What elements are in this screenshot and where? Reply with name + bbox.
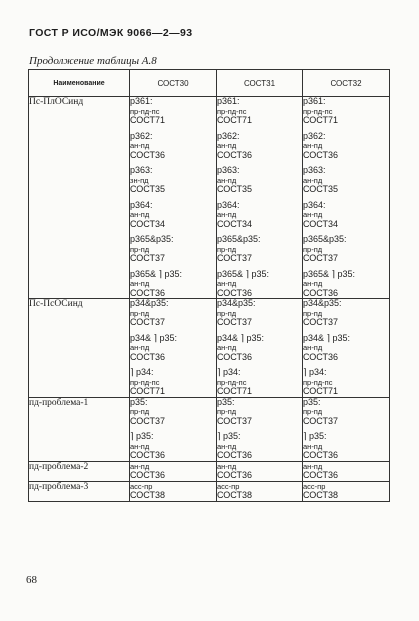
state-label: СОСТ37	[303, 253, 339, 263]
condition-label: р361:	[217, 96, 240, 106]
action-label: асс-пр	[130, 481, 153, 491]
action-label: пр-пд-пс	[303, 377, 333, 387]
table-cell	[217, 461, 303, 481]
table-row	[29, 97, 390, 299]
action-label: ан-пд	[217, 175, 237, 185]
row-name: пд-проблема-2	[29, 461, 130, 481]
action-label: ан-пд	[130, 461, 150, 471]
column-header-sost32: СОСТ32	[303, 70, 390, 97]
table-cell	[130, 481, 217, 501]
state-label: СОСТ38	[217, 490, 253, 500]
state-label: СОСТ36	[217, 470, 253, 480]
state-label: СОСТ36	[303, 287, 339, 298]
state-label: СОСТ37	[217, 415, 253, 426]
table-continuation-caption: Продолжение таблицы А.8	[29, 55, 157, 67]
condition-label: р365&р35:	[130, 234, 174, 244]
state-label: СОСТ71	[130, 115, 166, 125]
transition-entry	[303, 166, 389, 195]
action-label: ан-пд	[130, 141, 150, 150]
action-label: пр-пд	[303, 407, 323, 416]
table-cell	[303, 397, 390, 461]
state-label: СОСТ36	[303, 149, 339, 160]
condition-label: р34&р35:	[130, 298, 169, 308]
transition-entry	[217, 270, 302, 299]
state-label: СОСТ36	[130, 287, 166, 298]
transition-entry	[217, 235, 302, 264]
state-label: СОСТ37	[130, 253, 166, 263]
table-cell	[303, 481, 390, 501]
state-label: СОСТ36	[217, 149, 253, 160]
state-label: СОСТ37	[130, 415, 166, 426]
action-label: ан-пд	[217, 441, 237, 451]
transition-entry	[217, 132, 302, 161]
state-label: СОСТ36	[303, 470, 339, 480]
state-label: СОСТ35	[303, 184, 339, 194]
action-label: асс-пр	[217, 481, 240, 491]
state-label: СОСТ35	[217, 184, 253, 194]
transition-entry	[130, 334, 216, 363]
action-label: пр-пд-пс	[217, 377, 247, 387]
state-label: СОСТ71	[303, 386, 339, 396]
state-label: СОСТ37	[217, 317, 253, 327]
action-label: ан-пд	[130, 210, 150, 219]
action-label: ан-пд	[217, 141, 237, 150]
transition-entry	[303, 368, 389, 397]
action-label: пр-пд-пс	[130, 106, 160, 116]
table-cell	[130, 397, 217, 461]
condition-label: р35:	[303, 396, 321, 407]
action-label: пр-пд-пс	[303, 106, 333, 116]
action-label: ан-пд	[303, 279, 323, 288]
action-label: ан-пд	[130, 343, 150, 352]
transition-table	[28, 69, 390, 502]
transition-entry	[303, 201, 389, 230]
condition-label: р362:	[130, 130, 153, 141]
condition-label: р364:	[130, 199, 153, 210]
transition-entry	[130, 432, 216, 461]
transition-entry	[130, 97, 216, 126]
document-header: ГОСТ Р ИСО/МЭК 9066—2—93	[29, 27, 193, 39]
state-label: СОСТ36	[130, 351, 166, 362]
state-label: СОСТ34	[130, 218, 166, 229]
transition-entry	[130, 462, 216, 481]
state-label: СОСТ36	[130, 470, 166, 480]
transition-entry	[130, 166, 216, 195]
action-label: асс-пр	[303, 481, 326, 491]
transition-entry	[303, 398, 389, 427]
condition-label: р362:	[217, 130, 240, 141]
row-name: пд-проблема-3	[29, 481, 130, 501]
action-label: зн-пд	[130, 175, 149, 185]
transition-entry	[303, 270, 389, 299]
transition-entry	[217, 166, 302, 195]
action-label: ан-пд	[303, 441, 323, 451]
transition-entry	[217, 398, 302, 427]
transition-entry	[130, 482, 216, 501]
action-label: пр-пд	[303, 244, 323, 254]
condition-label: р364:	[303, 199, 326, 210]
column-header-sost30: СОСТ30	[130, 70, 217, 97]
action-label: пр-пд-пс	[217, 106, 247, 116]
transition-entry	[130, 132, 216, 161]
condition-label: р363:	[303, 165, 326, 175]
condition-label: р364:	[217, 199, 240, 210]
transition-entry	[303, 432, 389, 461]
transition-entry	[217, 299, 302, 328]
transition-entry	[130, 235, 216, 264]
table-cell	[130, 299, 217, 398]
condition-label: ⌉ р35:	[130, 431, 154, 441]
state-label: СОСТ36	[217, 287, 253, 298]
transition-entry	[217, 482, 302, 501]
state-label: СОСТ36	[217, 450, 253, 460]
condition-label: р361:	[130, 96, 153, 106]
row-name: Пс-ПсОСинд	[29, 299, 130, 398]
condition-label: р34& ⌉ р35:	[130, 332, 178, 343]
table-row	[29, 481, 390, 501]
transition-entry	[130, 201, 216, 230]
condition-label: р34&р35:	[303, 298, 342, 308]
state-label: СОСТ71	[303, 115, 339, 125]
state-label: СОСТ36	[303, 351, 339, 362]
action-label: пр-пд	[217, 244, 237, 254]
table-row	[29, 299, 390, 398]
table-cell	[217, 481, 303, 501]
action-label: ан-пд	[217, 279, 237, 288]
action-label: ан-пд	[303, 175, 323, 185]
state-label: СОСТ37	[303, 415, 339, 426]
transition-entry	[303, 482, 389, 501]
table-row	[29, 461, 390, 481]
table-cell	[130, 461, 217, 481]
condition-label: ⌉ р34:	[130, 367, 154, 377]
column-header-name: Наименование	[29, 70, 130, 97]
state-label: СОСТ36	[303, 450, 339, 460]
condition-label: р365&р35:	[303, 234, 347, 244]
column-header-sost31: СОСТ31	[217, 70, 303, 97]
action-label: ан-пд	[217, 210, 237, 219]
action-label: пр-пд	[130, 407, 150, 416]
table-cell	[217, 397, 303, 461]
action-label: пр-пд	[303, 308, 323, 318]
condition-label: р363:	[217, 165, 240, 175]
state-label: СОСТ37	[217, 253, 253, 263]
condition-label: р35:	[130, 396, 148, 407]
transition-entry	[303, 299, 389, 328]
state-label: СОСТ38	[303, 490, 339, 500]
state-label: СОСТ34	[303, 218, 339, 229]
transition-entry	[217, 201, 302, 230]
condition-label: р361:	[303, 96, 326, 106]
state-label: СОСТ36	[130, 450, 166, 460]
transition-entry	[217, 334, 302, 363]
action-label: ан-пд	[303, 343, 323, 352]
action-label: ан-пд	[303, 461, 323, 471]
transition-entry	[303, 97, 389, 126]
table-cell	[303, 461, 390, 481]
action-label: пр-пд-пс	[130, 377, 160, 387]
state-label: СОСТ71	[217, 386, 253, 396]
action-label: ан-пд	[130, 279, 150, 288]
state-label: СОСТ71	[130, 386, 166, 396]
condition-label: р365& ⌉ р35:	[303, 268, 356, 279]
transition-entry	[303, 132, 389, 161]
condition-label: р365& ⌉ р35:	[217, 268, 270, 279]
transition-entry	[130, 398, 216, 427]
condition-label: р34& ⌉ р35:	[303, 332, 351, 343]
condition-label: р365& ⌉ р35:	[130, 268, 183, 279]
transition-entry	[217, 432, 302, 461]
page-number: 68	[26, 574, 37, 586]
table-cell	[303, 97, 390, 299]
state-label: СОСТ35	[130, 184, 166, 194]
condition-label: р35:	[217, 396, 235, 407]
table-cell	[217, 299, 303, 398]
row-name: Пс-ПлОСинд	[29, 97, 130, 299]
transition-entry	[130, 299, 216, 328]
transition-entry	[303, 462, 389, 481]
transition-entry	[130, 270, 216, 299]
condition-label: ⌉ р34:	[217, 367, 241, 377]
row-name: пд-проблема-1	[29, 397, 130, 461]
condition-label: ⌉ р34:	[303, 367, 327, 377]
action-label: ан-пд	[130, 441, 150, 451]
state-label: СОСТ36	[130, 149, 166, 160]
state-label: СОСТ38	[130, 490, 166, 500]
action-label: пр-пд	[217, 308, 237, 318]
state-label: СОСТ37	[303, 317, 339, 327]
condition-label: ⌉ р35:	[303, 431, 327, 441]
condition-label: ⌉ р35:	[217, 431, 241, 441]
action-label: пр-пд	[217, 407, 237, 416]
state-label: СОСТ36	[217, 351, 253, 362]
state-label: СОСТ37	[130, 317, 166, 327]
table-header-row	[29, 70, 390, 97]
transition-entry	[217, 368, 302, 397]
state-label: СОСТ34	[217, 218, 253, 229]
table-cell	[217, 97, 303, 299]
state-label: СОСТ71	[217, 115, 253, 125]
condition-label: р365&р35:	[217, 234, 261, 244]
transition-entry	[303, 235, 389, 264]
transition-entry	[303, 334, 389, 363]
table-cell	[303, 299, 390, 398]
transition-entry	[217, 462, 302, 481]
condition-label: р363:	[130, 165, 153, 175]
transition-entry	[130, 368, 216, 397]
action-label: пр-пд	[130, 244, 150, 254]
action-label: пр-пд	[130, 308, 150, 318]
transition-entry	[217, 97, 302, 126]
condition-label: р362:	[303, 130, 326, 141]
table-cell	[130, 97, 217, 299]
action-label: ан-пд	[217, 461, 237, 471]
condition-label: р34&р35:	[217, 298, 256, 308]
action-label: ан-пд	[217, 343, 237, 352]
table-row	[29, 397, 390, 461]
condition-label: р34& ⌉ р35:	[217, 332, 265, 343]
action-label: ан-пд	[303, 141, 323, 150]
action-label: ан-пд	[303, 210, 323, 219]
